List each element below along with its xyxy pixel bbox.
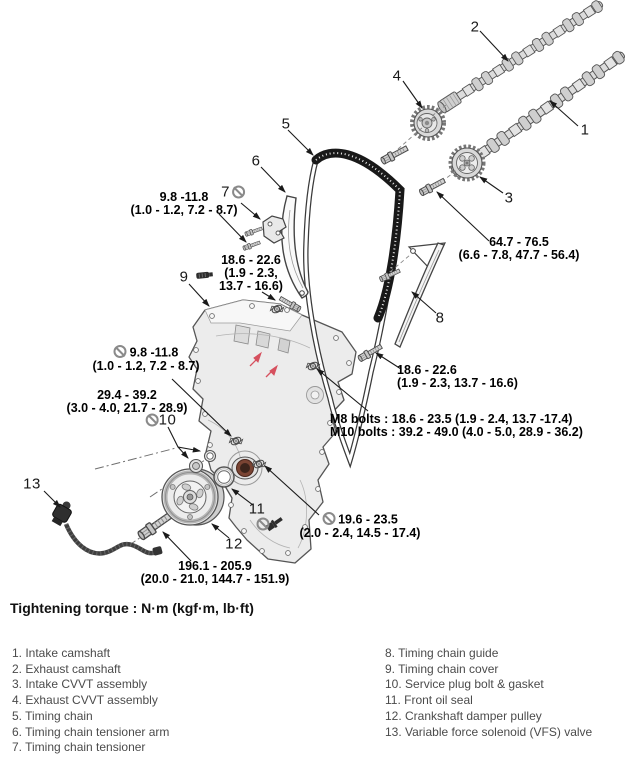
part-item: 3. Intake CVVT assembly [12,677,148,692]
torque-spec-line: 64.7 - 76.5 [489,235,549,249]
torque-spec-line: 19.6 - 23.5 [300,512,421,527]
part-item: 8. Timing chain guide [385,646,499,660]
callout-number: 13 [23,475,41,493]
torque-spec-line: 18.6 - 22.6 [397,363,457,377]
chain-guide-illustration [390,243,445,347]
torque-spec-line: (20.0 - 21.0, 144.7 - 151.9) [140,572,290,586]
torque-spec-line: (3.0 - 4.0, 21.7 - 28.9) [66,401,188,415]
callout-number: 6 [251,152,261,170]
torque-spec-line: (1.0 - 1.2, 7.2 - 8.7) [92,358,200,373]
torque-spec-line: 18.6 - 22.6 [221,253,281,267]
part-item: 9. Timing chain cover [385,661,499,676]
parts-list-right [385,646,629,740]
torque-spec-line: (1.0 - 1.2, 7.2 - 8.7) [130,203,238,217]
callout-number: 4 [392,67,402,85]
parts-list-left [12,646,312,756]
torque-spec-line: (1.9 - 2.3, 13.7 - 16.6) [397,376,518,390]
chain-tensioner-illustration [263,216,286,243]
part-item: 2. Exhaust camshaft [12,661,121,676]
part-item: 12. Crankshaft damper pulley [385,708,542,723]
callout-number: 2 [470,18,480,36]
callout-number: 12 [225,535,243,553]
torque-spec-line: 196.1 - 205.9 [178,559,252,573]
callout-number: 9 [179,268,189,286]
callout-number: 8 [435,309,445,327]
torque-spec-line: (6.6 - 7.8, 47.7 - 56.4) [458,248,580,262]
part-item: 6. Timing chain tensioner arm [12,724,170,739]
part-item: 4. Exhaust CVVT assembly [12,693,158,708]
exhaust-cvvt-illustration [413,108,444,139]
torque-spec-line: (2.0 - 2.4, 14.5 - 17.4) [299,525,421,540]
torque-units-note: Tightening torque : N·m (kgf·m, lb·ft) [10,600,254,616]
callout-number: 7 [221,183,230,201]
part-item: 11. Front oil seal [385,693,473,708]
torque-spec-line: M8 bolts : 18.6 - 23.5 (1.9 - 2.4, 13.7 -17.4) [330,412,573,426]
intake-cvvt-illustration [451,147,483,179]
part-item: 7. Timing chain tensioner [12,740,146,755]
torque-spec-line: 29.4 - 39.2 [97,388,157,402]
dowel-pin-icon [196,271,213,279]
torque-spec-line: M10 bolts : 39.2 - 49.0 (4.0 - 5.0, 28.9 - 36.2) [330,424,583,439]
callout-number: 10 [158,411,177,429]
torque-spec-line: 9.8 -11.8 [93,345,200,360]
part-item: 5. Timing chain [12,708,93,723]
torque-spec-line: 9.8 -11.8 [159,190,209,204]
part-item: 1. Intake camshaft [12,646,111,660]
callout-number: 3 [504,189,514,207]
callout-number: 11 [248,500,266,518]
part-item: 13. Variable force solenoid (VFS) valve [385,724,593,739]
exhaust-camshaft-illustration [436,0,605,114]
front-oil-seal-illustration [214,467,234,487]
torque-spec-line: (1.9 - 2.3, [224,266,278,280]
torque-spec-line: 13.7 - 16.6) [219,279,283,293]
part-item: 10. Service plug bolt & gasket [385,677,544,692]
callout-number: 1 [580,121,590,139]
callout-number: 5 [281,115,291,133]
